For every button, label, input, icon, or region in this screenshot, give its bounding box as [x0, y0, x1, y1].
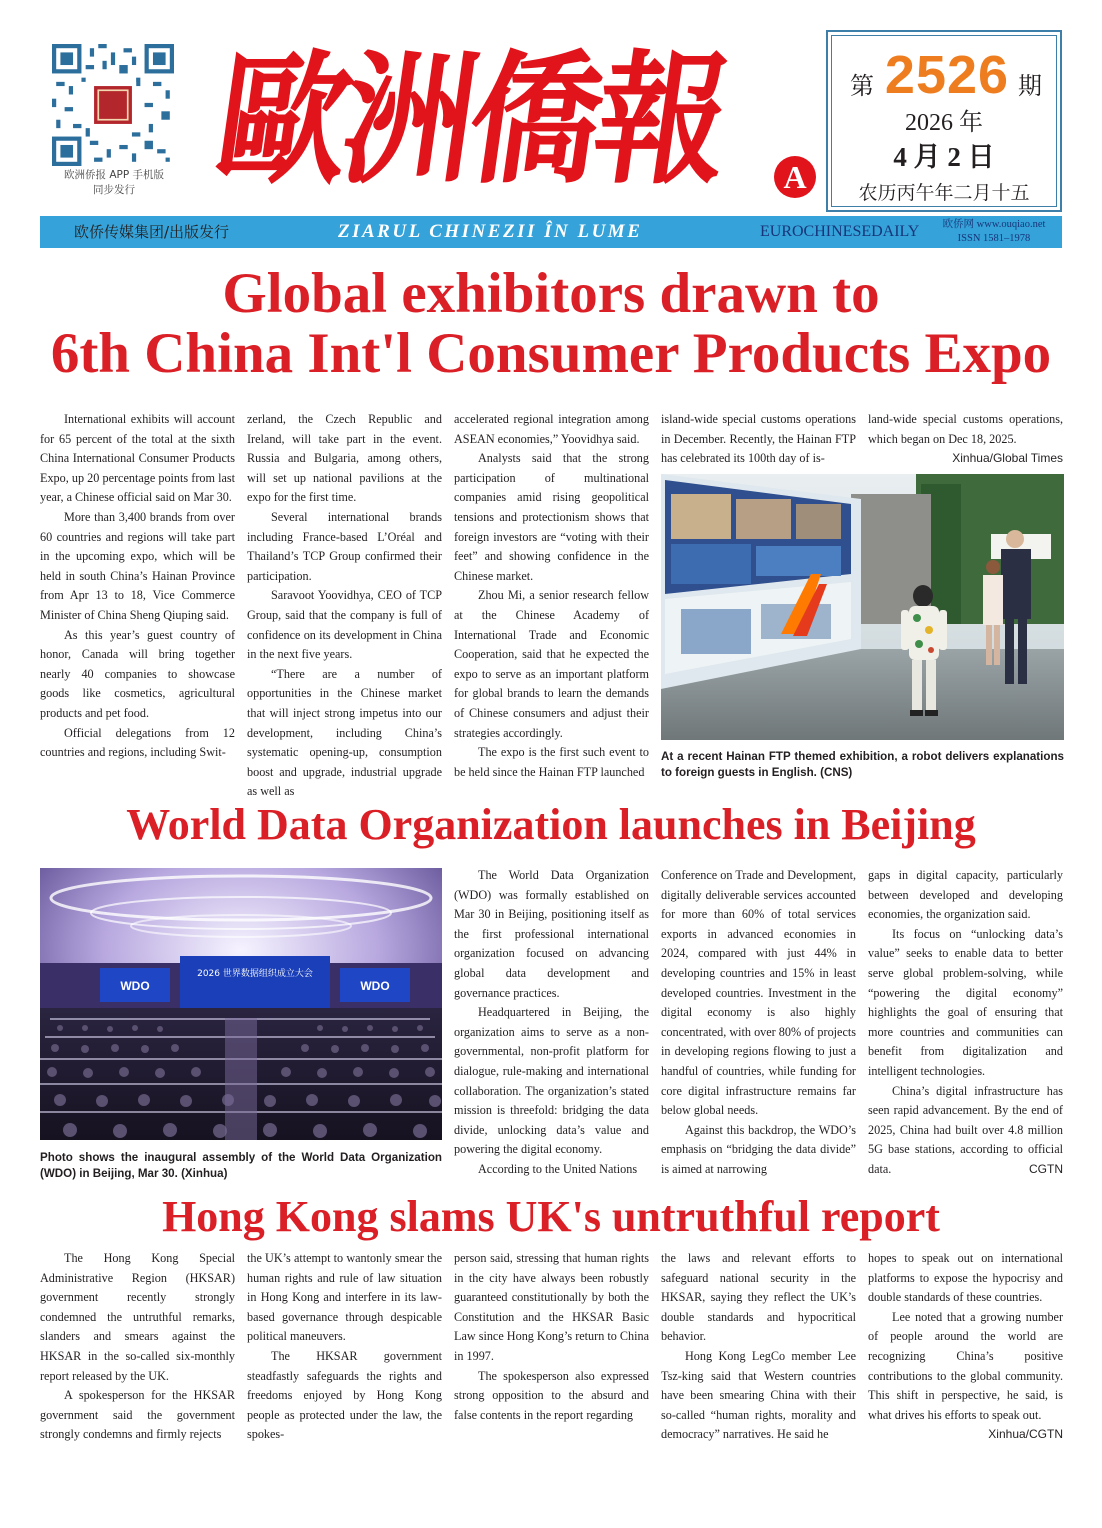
- paragraph-text: China’s digital infrastructure has seen rapid advancement. By the end of 2025, China had built over 4.8 million 5G base stations, according to official data.: [868, 1083, 1063, 1176]
- paragraph: hopes to speak out on international platforms to expose the hypocrisy and double standards of these countries.: [868, 1251, 1063, 1305]
- issue-number: 2526: [884, 45, 1010, 105]
- expo-column-3: [454, 410, 649, 782]
- banner-website[interactable]: [934, 218, 1054, 246]
- paragraph: land-wide special customs operations, which began on Dec 18, 2025.: [868, 412, 1063, 446]
- hk-credit: Xinhua/CGTN: [988, 1427, 1063, 1442]
- qr-code-icon: [52, 44, 174, 166]
- banner-site-url: 欧侨网 www.ouqiao.net: [942, 219, 1046, 230]
- paragraph: Analysts said that the strong participation of multinational companies amid rising geopolitical tensions and protectionism shows that foreign investors are “voting with their feet” and showing confidence in the Chinese market.: [454, 451, 649, 583]
- stage-logo-right: WDO: [360, 979, 390, 993]
- wdo-photo[interactable]: [40, 868, 442, 1140]
- issue-lunar-date: 农历丙午年二月十五: [858, 182, 1030, 204]
- hk-column-5: [868, 1249, 1063, 1445]
- paragraph: [868, 1082, 1063, 1180]
- qr-caption-line2: 同步发行: [93, 184, 135, 196]
- paragraph: A spokesperson for the HKSAR government said the government strongly condemns and firmly rejects: [40, 1388, 235, 1442]
- wdo-column-2: [661, 866, 856, 1180]
- newspaper-logo: [206, 30, 818, 212]
- paragraph: gaps in digital capacity, particularly between developed and developing economies, the organization said.: [868, 868, 1063, 922]
- assembly-hall-image: [40, 868, 442, 1140]
- paragraph: “There are a number of opportunities in the Chinese market that will inject strong impetus into our development, including China’s systematic opening-up, consumption boost and upgrade, industrial upgrade as well as: [247, 666, 442, 799]
- expo-headline-line1: Global exhibitors drawn to: [222, 262, 880, 325]
- paragraph: The Hong Kong Special Administrative Region (HKSAR) government recently strongly condemned the untruthful remarks, slanders and smears against the HKSAR in the so-called six-monthly report released by the UK.: [40, 1251, 235, 1383]
- banner-publisher: 欧侨传媒集团/出版发行: [74, 223, 230, 241]
- paragraph: accelerated regional integration among ASEAN economies,” Yoovidhya said.: [454, 412, 649, 446]
- paragraph: Headquartered in Beijing, the organization aims to serve as a non-governmental, non-profit platform for dialogue, rule-making and international collaboration. The organization’s stated mission is threefold: bridging the data divide, unlocking data’s value and powering the digital economy.: [454, 1005, 649, 1157]
- hk-column-1: [40, 1249, 235, 1445]
- expo-credit: Xinhua/Global Times: [952, 451, 1063, 466]
- expo-photo-caption: At a recent Hainan FTP themed exhibition, a robot delivers explanations to foreign guests in English. (CNS): [661, 750, 1064, 779]
- masthead-banner: [40, 216, 1062, 248]
- section-badge: A: [774, 156, 816, 198]
- paragraph: zerland, the Czech Republic and Ireland, will take part in the event. Russia and Bulgaria, among others, will set up national pavilions at the expo for the first time.: [247, 412, 442, 505]
- paragraph: Saravoot Yoovidhya, CEO of TCP Group, said that the company is full of confidence on its development in China in the next five years.: [247, 588, 442, 662]
- wdo-photo-caption: Photo shows the inaugural assembly of the World Data Organization (WDO) in Beijing, Mar 30. (Xinhua): [40, 1151, 442, 1180]
- robot-exhibition-image: [661, 474, 1064, 740]
- paragraph: As this year’s guest country of honor, Canada will bring together nearly 40 companies to showcase goods like cosmetics, agricultural products and pet food.: [40, 627, 235, 720]
- issue-date: 4 月 2 日: [893, 142, 995, 172]
- paragraph: [868, 1308, 1063, 1442]
- paragraph: Several international brands including France-based L’Oréal and Thailand’s TCP Group confirmed their participation.: [247, 509, 442, 583]
- paragraph: The expo is the first such event to be held since the Hainan FTP launched: [454, 745, 649, 779]
- paragraph: Against this backdrop, the WDO’s emphasis on “bridging the data divide” is aimed at narrowing: [661, 1122, 856, 1176]
- banner-romanian-title: ZIARUL CHINEZII ÎN LUME: [338, 221, 643, 242]
- app-qr-code[interactable]: [52, 44, 174, 166]
- hk-column-3: [454, 1249, 649, 1425]
- paragraph: The HKSAR government steadfastly safeguards the rights and freedoms enjoyed by Hong Kong people as protected under the law, the spokes-: [247, 1348, 442, 1442]
- wdo-column-1: [454, 866, 649, 1180]
- paragraph-text: Lee noted that a growing number of people around the world are recognizing China’s positive contributions to the global community. This shift in perspective, he said, is what drives his efforts to speak out.: [868, 1309, 1063, 1422]
- paragraph: island-wide special customs operations in December. Recently, the Hainan FTP has celebrated its 100th day of is-: [661, 412, 856, 466]
- paragraph: Zhou Mi, a senior research fellow at the Chinese Academy of International Trade and Economic Cooperation, said that he expected the expo to serve as an important platform for global brands to learn the demands of Chinese consumers and adjust their strategies accordingly.: [454, 588, 649, 740]
- hk-headline: Hong Kong slams UK's untruthful report: [162, 1192, 940, 1241]
- paragraph: Conference on Trade and Development, digitally deliverable services accounted for more than 60% of total services exports in advanced economies in 2024, compared with just 44% in developing countries and 15% in least developed countries. Investment in the digital economy is also highly concentrated, with over 80% of projects in developing regions flowing to just a handful of countries, while funding for core digital infrastructure remains far below global needs.: [661, 868, 856, 1118]
- wdo-credit: CGTN: [1029, 1161, 1063, 1176]
- issue-info-box: [826, 30, 1062, 212]
- paragraph: person said, stressing that human rights in the city have always been robustly guaranteed constitutionally by both the Constitution and the HKSAR Basic Law since Hong Kong’s return to China in 1997.: [454, 1251, 649, 1363]
- paragraph: Official delegations from 12 countries and regions, including Swit-: [40, 725, 235, 760]
- paragraph: According to the United Nations: [478, 1161, 638, 1176]
- expo-headline-line2: 6th China Int'l Consumer Products Expo: [50, 322, 1052, 385]
- paragraph: the UK’s attempt to wantonly smear the human rights and rule of law situation in Hong Kong and interfere in its law-based governance through despicable political maneuvers.: [247, 1251, 442, 1344]
- banner-english-title: EUROCHINESEDAILY: [760, 223, 920, 240]
- paragraph: The spokesperson also expressed strong opposition to the absurd and false contents in the report regarding: [454, 1368, 649, 1422]
- paragraph: Its focus on “unlocking data’s value” seeks to enable data to better serve global problem-solving, while “powering the digital economy” highlights the goal of ensuring that more countries and communities can benefit from digitalization and intelligent technologies.: [868, 926, 1063, 1078]
- logo-text: 歐洲僑報: [206, 36, 734, 205]
- expo-photo[interactable]: [661, 474, 1064, 740]
- paragraph: The World Data Organization (WDO) was formally established on Mar 30 in Beijing, positioning itself as the first professional international organization focused on advancing global data development and governance practices.: [454, 868, 649, 1000]
- expo-headline: [0, 264, 1102, 384]
- expo-column-2: [247, 410, 442, 802]
- expo-column-5: [868, 410, 1063, 467]
- issue-prefix: 第: [850, 72, 874, 100]
- banner-issn: ISSN 1581–1978: [957, 233, 1031, 244]
- expo-column-1: [40, 410, 235, 763]
- issue-suffix: 期: [1018, 72, 1042, 100]
- app-qr-block: [52, 44, 176, 198]
- paragraph: More than 3,400 brands from over 60 countries and regions will take part in the upcoming expo, which will be held in south China’s Hainan Province from Apr 13 to 18, Vice Commerce Minister of China Sheng Qiuping said.: [40, 509, 235, 622]
- wdo-column-3: [868, 866, 1063, 1180]
- issue-year: 2026 年: [905, 110, 983, 136]
- paragraph: Hong Kong LegCo member Lee Tsz-king said that Western countries have been smearing China with their so-called “human rights, morality and democracy” narratives. He said he: [661, 1348, 856, 1442]
- paragraph: the laws and relevant efforts to safeguard national security in the HKSAR, saying they reflect the UK’s double standards and hypocritical behavior.: [661, 1251, 856, 1344]
- hk-column-4: [661, 1249, 856, 1445]
- stage-logo-left: WDO: [120, 979, 150, 993]
- expo-column-4: [661, 410, 856, 469]
- hk-column-2: [247, 1249, 442, 1445]
- qr-caption-line1: 欧洲侨报 APP 手机版: [63, 169, 165, 181]
- paragraph: International exhibits will account for 65 percent of the total at the sixth China International Consumer Products Expo, up 20 percentage points from last year, a Chinese official said on Mar 30.: [40, 412, 235, 505]
- wdo-headline: World Data Organization launches in Beijing: [126, 800, 976, 849]
- stage-screen-text: 2026 世界数据组织成立大会: [197, 969, 313, 979]
